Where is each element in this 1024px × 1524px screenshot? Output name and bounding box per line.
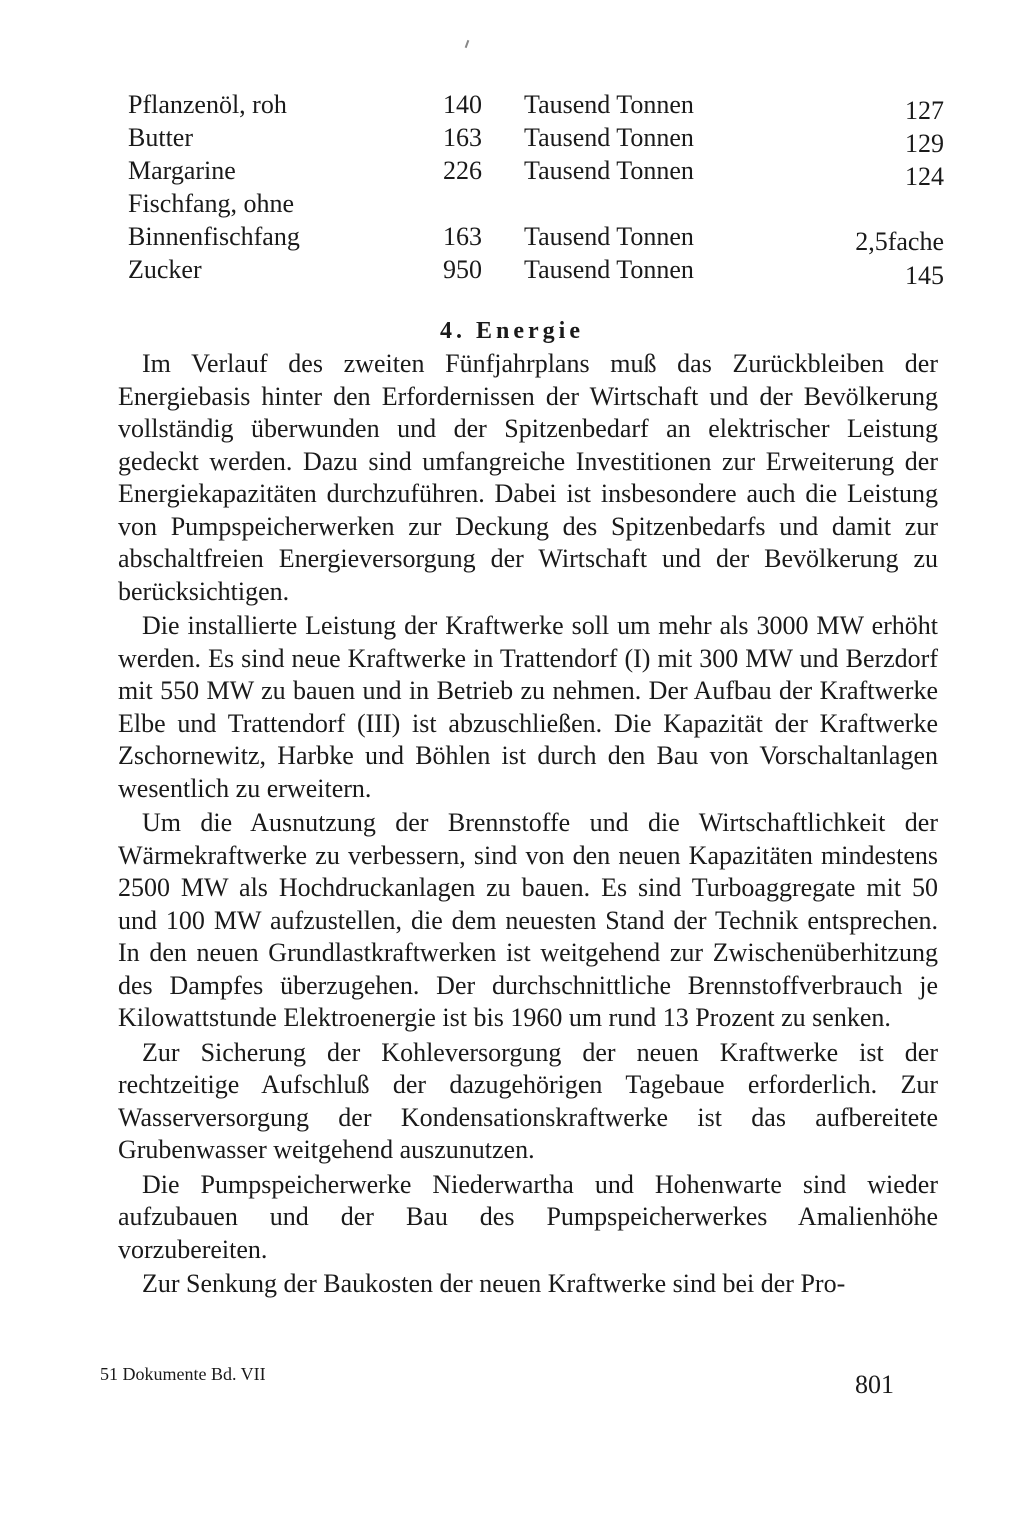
production-table xyxy=(128,88,948,290)
product-name: Butter xyxy=(128,123,193,152)
table-row xyxy=(128,253,948,290)
paragraph: Die Pumpspeicherwerke Niederwartha und Hohenwarte sind wieder aufzubauen und der Bau des Pumpspeicherwerkes Amalienhöhe vorzubereiten. xyxy=(118,1169,938,1264)
amount-value: 140 xyxy=(443,90,482,119)
paragraph: Um die Ausnutzung der Brennstoffe und die Wirtschaftlichkeit der Wärmekraftwerke zu verbessern, sind von den neuen Kapazitäten mindestens 2500 MW als Hochdruckanlagen zu bauen. Es sind Turboaggregate mit 50 und 100 MW aufzustellen, die dem neuesten Stand der Technik entsprechen. In den neuen Grundlastkraftwerken ist weitgehend zur Zwischenüberhitzung des Dampfes überzugehen. Der durchschnittliche Brennstoffverbrauch je Kilowattstunde Elektroenergie ist bis 1960 um rund 13 Prozent zu senken. xyxy=(118,808,938,1032)
amount-value: 950 xyxy=(443,255,482,284)
product-name-line1: Fischfang, ohne xyxy=(128,189,295,218)
paragraph: Zur Senkung der Baukosten der neuen Kraftwerke sind bei der Pro- xyxy=(142,1269,846,1298)
index-value: 124 xyxy=(905,162,944,191)
product-name: Margarine xyxy=(128,156,236,185)
product-name-line2: Binnenfischfang xyxy=(128,222,300,251)
table-row xyxy=(128,187,948,256)
amount-value: 163 xyxy=(443,222,482,251)
index-value: 145 xyxy=(905,261,944,290)
paragraph: Die installierte Leistung der Kraftwerke soll um mehr als 3000 MW erhöht werden. Es sind neue Kraftwerke in Trattendorf (I) mit 300 MW und Berzdorf mit 550 MW zu bauen und in Betrieb zu nehmen. Der Aufbau der Kraftwerke Elbe und Trattendorf (III) ist abzuschließen. Die Kapazität der Kraftwerke Zschornewitz, Harbke und Böhlen ist durch den Bau von Vorschaltanlagen wesentlich zu erweitern. xyxy=(118,611,938,803)
index-value: 129 xyxy=(905,129,944,158)
unit-label: Tausend Tonnen xyxy=(524,123,694,152)
product-name xyxy=(128,187,300,253)
table-row xyxy=(128,154,948,191)
product-name: Zucker xyxy=(128,255,202,284)
table-row xyxy=(128,121,948,158)
index-value: 2,5fache xyxy=(855,227,944,256)
amount-value: 226 xyxy=(443,156,482,185)
scan-mark xyxy=(465,40,470,48)
amount-value: 163 xyxy=(443,123,482,152)
unit-label: Tausend Tonnen xyxy=(524,90,694,119)
footer-signature: 51 Dokumente Bd. VII xyxy=(100,1364,266,1384)
product-name: Pflanzenöl, roh xyxy=(128,90,287,119)
page-number: 801 xyxy=(855,1370,894,1399)
table-row xyxy=(128,88,948,125)
paragraph: Im Verlauf des zweiten Fünfjahrplans muß das Zurückbleiben der Energiebasis hinter den Erfordernissen der Wirtschaft und der Bevölkerung vollständig überwunden und der Spitzenbedarf an elektrischer Leistung gedeckt werden. Dazu sind umfangreiche Investitionen zur Erweiterung der Energiekapazitäten durchzuführen. Dabei ist insbesondere auch die Leistung von Pumpspeicherwerken zur Deckung des Spitzenbedarfs und damit zur abschaltfreien Energieversorgung der Wirtschaft und der Bevölkerung zu berücksichtigen. xyxy=(118,349,938,606)
unit-label: Tausend Tonnen xyxy=(524,255,694,284)
paragraph: Zur Sicherung der Kohleversorgung der neuen Kraftwerke ist der rechtzeitige Aufschluß der dazugehörigen Tagebaue erforderlich. Zur Wasserversorgung der Kondensationskraftwerke ist das aufbereitete Grubenwasser weitgehend auszunutzen. xyxy=(118,1037,938,1164)
index-value: 127 xyxy=(905,96,944,125)
unit-label: Tausend Tonnen xyxy=(524,156,694,185)
unit-label: Tausend Tonnen xyxy=(524,222,694,251)
section-heading: 4. Energie xyxy=(440,318,584,344)
body-text xyxy=(118,348,938,1301)
